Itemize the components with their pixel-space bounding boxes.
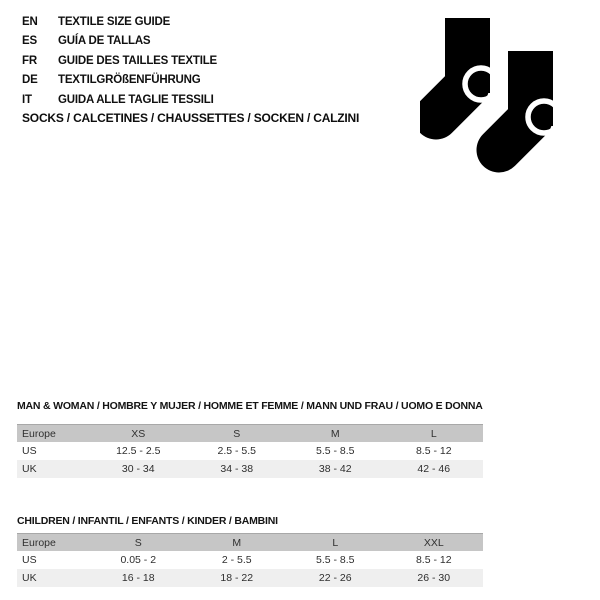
size-value: 2.5 - 5.5 xyxy=(217,445,257,457)
table-title-children: CHILDREN / INFANTIL / ENFANTS / KINDER / BAMBINI xyxy=(17,515,278,527)
size-value: 0.05 - 2 xyxy=(120,554,157,566)
row-label: US xyxy=(22,554,37,566)
language-label: GUIDE DES TAILLES TEXTILE xyxy=(58,54,217,67)
table-title-adult: MAN & WOMAN / HOMBRE Y MUJER / HOMME ET FEMME / MANN UND FRAU / UOMO E DONNA xyxy=(17,400,483,412)
size-table-children xyxy=(17,515,483,587)
column-header-m: M xyxy=(330,427,340,440)
size-value: 42 - 46 xyxy=(417,463,451,475)
size-value: 5.5 - 8.5 xyxy=(315,445,355,457)
table-row-us xyxy=(17,442,483,460)
column-header-region: Europe xyxy=(22,427,56,440)
table-header-row xyxy=(17,533,483,551)
column-header-l: L xyxy=(332,536,339,549)
size-value: 22 - 26 xyxy=(318,572,352,584)
table-row-us xyxy=(17,551,483,569)
column-header-l: L xyxy=(430,427,437,440)
language-label: GUÍA DE TALLAS xyxy=(58,35,151,48)
size-value: 12.5 - 2.5 xyxy=(116,445,161,457)
language-row-it xyxy=(22,90,217,110)
table-row-uk xyxy=(17,460,483,478)
column-header-xs: XS xyxy=(131,427,146,440)
language-code: DE xyxy=(22,74,38,87)
language-label: TEXTILGRÖßENFÜHRUNG xyxy=(58,74,201,87)
language-row-de xyxy=(22,71,217,91)
language-code: ES xyxy=(22,35,37,48)
size-value: 30 - 34 xyxy=(121,463,155,475)
socks-icon-svg xyxy=(420,5,585,185)
size-value: 2 - 5.5 xyxy=(221,554,252,566)
size-value: 38 - 42 xyxy=(318,463,352,475)
size-table-adult xyxy=(17,400,483,478)
language-label: GUIDA ALLE TAGLIE TESSILI xyxy=(58,93,214,106)
size-value: 16 - 18 xyxy=(121,572,155,584)
socks-icon xyxy=(420,5,585,185)
language-row-en xyxy=(22,12,217,32)
table-row-uk xyxy=(17,569,483,587)
column-header-s: S xyxy=(134,536,142,549)
size-value: 8.5 - 12 xyxy=(415,445,452,457)
column-header-s: S xyxy=(233,427,241,440)
language-code: EN xyxy=(22,15,38,28)
row-label: US xyxy=(22,445,37,457)
language-code: IT xyxy=(22,93,32,106)
language-row-fr xyxy=(22,51,217,71)
size-value: 18 - 22 xyxy=(220,572,254,584)
size-value: 26 - 30 xyxy=(417,572,451,584)
language-label: TEXTILE SIZE GUIDE xyxy=(58,15,171,28)
language-row-es xyxy=(22,32,217,52)
size-value: 5.5 - 8.5 xyxy=(315,554,355,566)
size-value: 8.5 - 12 xyxy=(415,554,452,566)
row-label: UK xyxy=(22,572,37,584)
column-header-xxl: XXL xyxy=(423,536,444,549)
category-title: SOCKS / CALCETINES / CHAUSSETTES / SOCKEN / CALZINI xyxy=(22,111,360,125)
row-label: UK xyxy=(22,463,37,475)
language-list xyxy=(22,12,217,110)
column-header-region: Europe xyxy=(22,536,56,549)
table-header-row xyxy=(17,424,483,442)
column-header-m: M xyxy=(232,536,242,549)
language-code: FR xyxy=(22,54,37,67)
size-value: 34 - 38 xyxy=(220,463,254,475)
